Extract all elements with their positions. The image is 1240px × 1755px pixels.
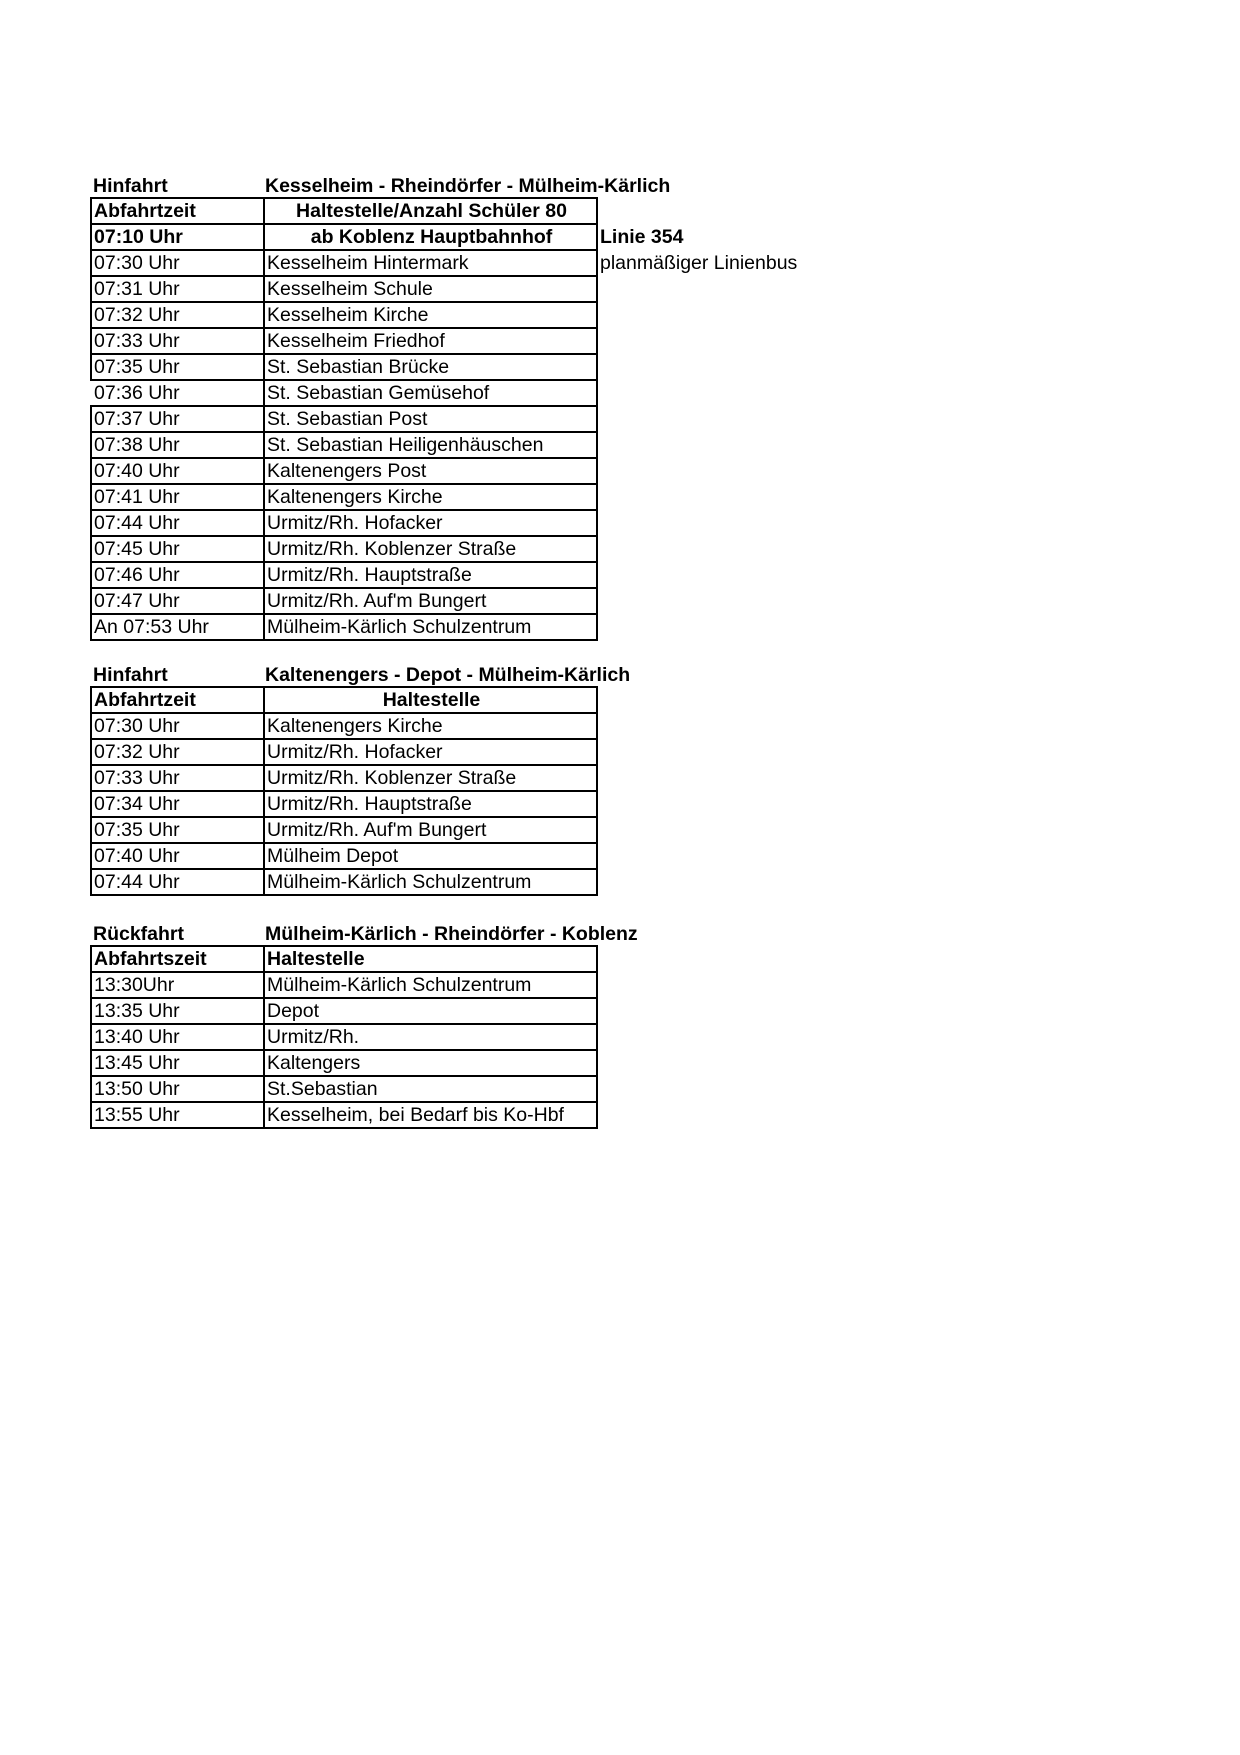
departure-time: 07:30 Uhr (91, 713, 264, 739)
direction-label: Hinfahrt (93, 664, 168, 686)
service-note: planmäßiger Linienbus (600, 252, 798, 274)
departure-time: 07:30 Uhr (91, 250, 264, 276)
stop-name: Urmitz/Rh. Hofacker (264, 510, 597, 536)
route-name: Kaltenengers - Depot - Mülheim-Kärlich (265, 664, 631, 686)
departure-time: 13:50 Uhr (91, 1076, 264, 1102)
departure-time: 07:32 Uhr (91, 302, 264, 328)
departure-time: 13:55 Uhr (91, 1102, 264, 1128)
stop-name: St. Sebastian Gemüsehof (264, 380, 597, 406)
table-row (91, 562, 817, 588)
table-row (91, 713, 597, 739)
stop-name: St. Sebastian Heiligenhäuschen (264, 432, 597, 458)
stop-name: Urmitz/Rh. Auf'm Bungert (264, 817, 597, 843)
departure-time: 13:45 Uhr (91, 1050, 264, 1076)
stop-name: Mülheim-Kärlich Schulzentrum (264, 869, 597, 895)
departure-time: 13:40 Uhr (91, 1024, 264, 1050)
table-row (91, 484, 817, 510)
stop-name: Kesselheim Kirche (264, 302, 597, 328)
stop-name: Urmitz/Rh. Koblenzer Straße (264, 536, 597, 562)
departure-time: 07:44 Uhr (91, 510, 264, 536)
stop-name: Kesselheim, bei Bedarf bis Ko-Hbf (264, 1102, 597, 1128)
stop-name: St.Sebastian (264, 1076, 597, 1102)
table-row-start (91, 224, 817, 250)
column-header-stop: Haltestelle/Anzahl Schüler 80 (264, 198, 597, 224)
table-row (91, 380, 817, 406)
section-title (90, 923, 638, 945)
table-header-row (91, 198, 817, 224)
schedule-section-hinfahrt-kesselheim (90, 175, 818, 641)
stop-name: Urmitz/Rh. Hauptstraße (264, 562, 597, 588)
departure-time: 07:40 Uhr (91, 843, 264, 869)
table-row (91, 972, 597, 998)
table-row (91, 791, 597, 817)
table-row (91, 302, 817, 328)
direction-label: Hinfahrt (93, 175, 168, 197)
departure-time: 07:46 Uhr (91, 562, 264, 588)
departure-time: 07:32 Uhr (91, 739, 264, 765)
departure-time: 07:40 Uhr (91, 458, 264, 484)
stop-name: Mülheim-Kärlich Schulzentrum (264, 972, 597, 998)
stop-name: Depot (264, 998, 597, 1024)
column-header-stop: Haltestelle (264, 687, 597, 713)
table-row (91, 588, 817, 614)
table-row (91, 432, 817, 458)
table-row (91, 1076, 597, 1102)
table-row (91, 998, 597, 1024)
stop-name: Urmitz/Rh. Koblenzer Straße (264, 765, 597, 791)
stop-name: Urmitz/Rh. Hofacker (264, 739, 597, 765)
departure-time: 07:35 Uhr (91, 817, 264, 843)
departure-time: An 07:53 Uhr (91, 614, 264, 640)
column-header-time: Abfahrtzeit (91, 687, 264, 713)
table-row (91, 817, 597, 843)
table-header-row (91, 946, 597, 972)
stop-name: Kaltenengers Kirche (264, 713, 597, 739)
section-title (90, 175, 818, 197)
table-row (91, 739, 597, 765)
departure-time: 07:35 Uhr (91, 354, 264, 380)
stop-name: Kesselheim Schule (264, 276, 597, 302)
table-row (91, 354, 817, 380)
table-row (91, 765, 597, 791)
stop-name: Kaltengers (264, 1050, 597, 1076)
departure-time: 07:44 Uhr (91, 869, 264, 895)
departure-time: 07:41 Uhr (91, 484, 264, 510)
table-header-row (91, 687, 597, 713)
table-row (91, 843, 597, 869)
table-row (91, 536, 817, 562)
stop-name: St. Sebastian Post (264, 406, 597, 432)
table-row (91, 328, 817, 354)
departure-time: 07:34 Uhr (91, 791, 264, 817)
stop-name: Mülheim Depot (264, 843, 597, 869)
departure-time: 13:30Uhr (91, 972, 264, 998)
departure-time: 07:10 Uhr (91, 224, 264, 250)
table-row (91, 1024, 597, 1050)
departure-time: 07:33 Uhr (91, 765, 264, 791)
departure-time: 07:31 Uhr (91, 276, 264, 302)
table-row (91, 276, 817, 302)
departure-time: 07:33 Uhr (91, 328, 264, 354)
schedule-section-rueckfahrt (90, 923, 638, 1129)
timetable (90, 945, 598, 1129)
stop-name: Urmitz/Rh. (264, 1024, 597, 1050)
timetable (90, 686, 598, 896)
column-header-stop: Haltestelle (264, 946, 597, 972)
table-row (91, 458, 817, 484)
stop-name: ab Koblenz Hauptbahnhof (264, 224, 597, 250)
section-title (90, 664, 631, 686)
schedule-section-hinfahrt-kaltenengers (90, 664, 631, 896)
stop-name: Kesselheim Hintermark (264, 250, 597, 276)
stop-name: Kaltenengers Kirche (264, 484, 597, 510)
timetable (90, 197, 818, 641)
stop-name: Mülheim-Kärlich Schulzentrum (264, 614, 597, 640)
route-name: Mülheim-Kärlich - Rheindörfer - Koblenz (265, 923, 638, 945)
table-row (91, 1102, 597, 1128)
direction-label: Rückfahrt (93, 923, 185, 945)
departure-time: 07:37 Uhr (91, 406, 264, 432)
departure-time: 07:47 Uhr (91, 588, 264, 614)
table-row (91, 406, 817, 432)
stop-name: Urmitz/Rh. Hauptstraße (264, 791, 597, 817)
route-name: Kesselheim - Rheindörfer - Mülheim-Kärlich (265, 175, 671, 197)
table-row (91, 510, 817, 536)
departure-time: 07:36 Uhr (91, 380, 264, 406)
table-row (91, 1050, 597, 1076)
stop-name: Urmitz/Rh. Auf'm Bungert (264, 588, 597, 614)
stop-name: Kesselheim Friedhof (264, 328, 597, 354)
stop-name: Kaltenengers Post (264, 458, 597, 484)
table-row (91, 869, 597, 895)
table-row (91, 614, 817, 640)
column-header-time: Abfahrtszeit (91, 946, 264, 972)
departure-time: 07:38 Uhr (91, 432, 264, 458)
stop-name: St. Sebastian Brücke (264, 354, 597, 380)
departure-time: 13:35 Uhr (91, 998, 264, 1024)
departure-time: 07:45 Uhr (91, 536, 264, 562)
table-row (91, 250, 817, 276)
column-header-time: Abfahrtzeit (91, 198, 264, 224)
line-note: Linie 354 (600, 226, 684, 248)
